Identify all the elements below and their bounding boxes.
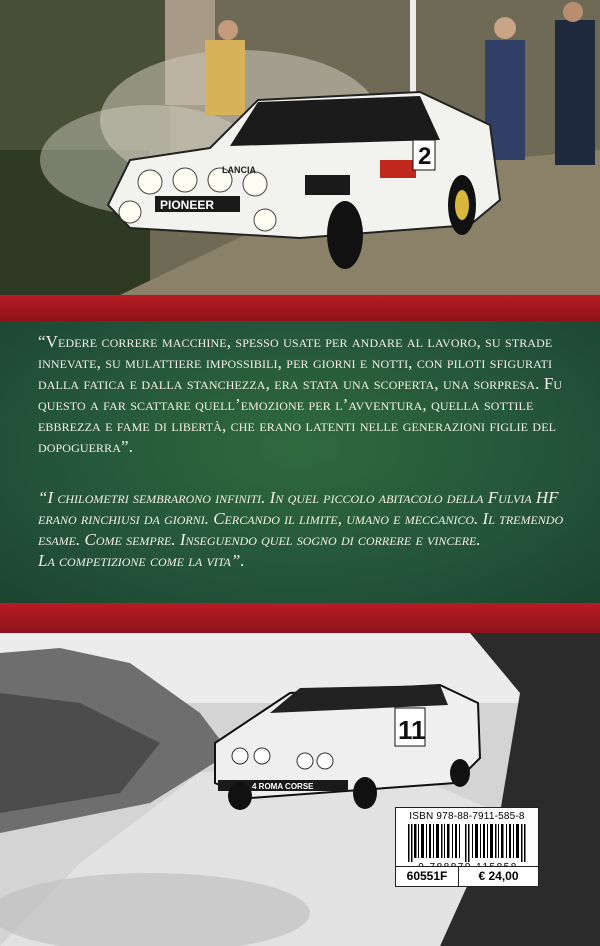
red-band-bottom: [0, 603, 600, 633]
top-rally-photo: [0, 0, 600, 295]
quote-panel: [0, 321, 600, 603]
quote-two-closing: La competizione come la vita”.: [38, 551, 245, 570]
top-car-sponsor: PIONEER: [160, 198, 215, 212]
product-code: 60551F: [396, 867, 459, 886]
top-car-brand: LANCIA: [222, 165, 256, 175]
price-label: € 24,00: [478, 869, 519, 883]
top-car-number: 2: [418, 143, 432, 170]
isbn-label: ISBN 978-88-7911-585-8: [409, 811, 525, 822]
bottom-rally-photo: [0, 633, 600, 946]
bottom-car-number: 11: [398, 715, 426, 745]
quote-two: [38, 487, 568, 571]
quote-one: “Vedere correre macchine, spesso usate per andare al lavoro, su strade innevate, su mulattiere impossibili, per giorni e notti, con piloti sfigurati dalla fatica e dalla stanchezza, era stata una scoperta, una sorpresa. Fu questo a far scattare quell’emozione per l’avventura, quella sottile ebbrezza e fame di libertà, che erano latenti nelle generazioni figlie del dopoguerra”.: [38, 332, 563, 456]
bottom-car-plate: 4 ROMA CORSE: [252, 782, 314, 791]
quote-two-body: “I chilometri sembrarono infiniti. In quel piccolo abitacolo della Fulvia HF erano rinchiusi da giorni. Cercando il limite, umano e meccanico. Il tremendo esame. Come sempre. Inseguendo quel sogno di correre e vincere.: [38, 488, 564, 549]
red-band-top: [0, 295, 600, 321]
price-box: [395, 866, 539, 887]
barcode-bars: [408, 824, 528, 862]
